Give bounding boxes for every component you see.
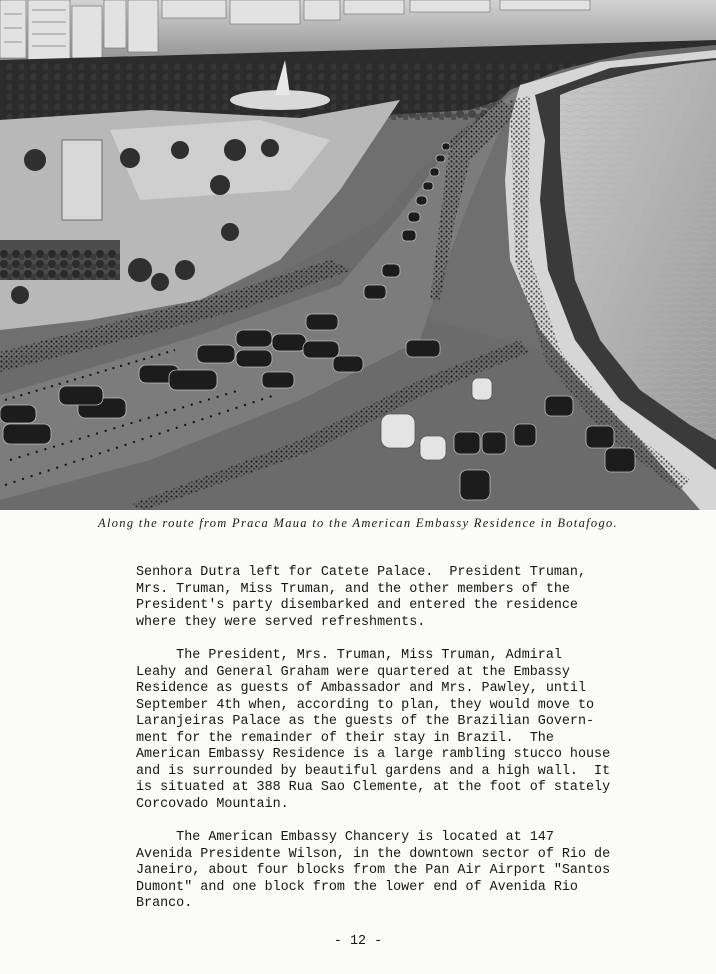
- paragraph: [136, 830, 616, 913]
- text-line: September 4th when, according to plan, they would move to: [136, 697, 595, 713]
- text-line: is situated at 388 Rua Sao Clemente, at the foot of stately: [136, 780, 611, 795]
- text-line: ment for the remainder of their stay in Brazil. The: [136, 730, 554, 746]
- text-line: Avenida Presidente Wilson, in the downtown sector of Rio de: [136, 846, 611, 862]
- text-line: Branco.: [136, 896, 193, 911]
- text-line: Corcovado Mountain.: [136, 796, 289, 812]
- paragraph: [136, 648, 616, 813]
- typewritten-text: [136, 565, 616, 913]
- text-line: Janeiro, about four blocks from the Pan Air Airport "Santos: [136, 863, 611, 878]
- text-line: Senhora Dutra left for Catete Palace. President Truman,: [136, 565, 586, 580]
- text-line: Residence as guests of Ambassador and Mrs. Pawley, until: [136, 681, 586, 696]
- text-line: The American Embassy Chancery is located at 147: [136, 830, 554, 845]
- text-line: Leahy and General Graham were quartered at the Embassy: [136, 664, 570, 680]
- paragraph: [136, 565, 616, 631]
- text-line: President's party disembarked and entered the residence: [136, 598, 578, 613]
- text-line: and is surrounded by beautiful gardens and a high wall. It: [136, 763, 611, 779]
- text-line: Mrs. Truman, Miss Truman, and the other members of the: [136, 581, 570, 597]
- text-line: Laranjeiras Palace as the guests of the Brazilian Govern-: [136, 714, 595, 729]
- photo-caption: Along the route from Praca Maua to the American Embassy Residence in Botafogo.: [98, 516, 618, 530]
- text-line: The President, Mrs. Truman, Miss Truman, Admiral: [136, 648, 562, 663]
- page-number: - 12 -: [333, 934, 383, 949]
- text-line: Dumont" and one block from the lower end of Avenida Rio: [136, 879, 578, 895]
- text-line: where they were served refreshments.: [136, 614, 426, 630]
- text-line: American Embassy Residence is a large rambling stucco house: [136, 747, 611, 762]
